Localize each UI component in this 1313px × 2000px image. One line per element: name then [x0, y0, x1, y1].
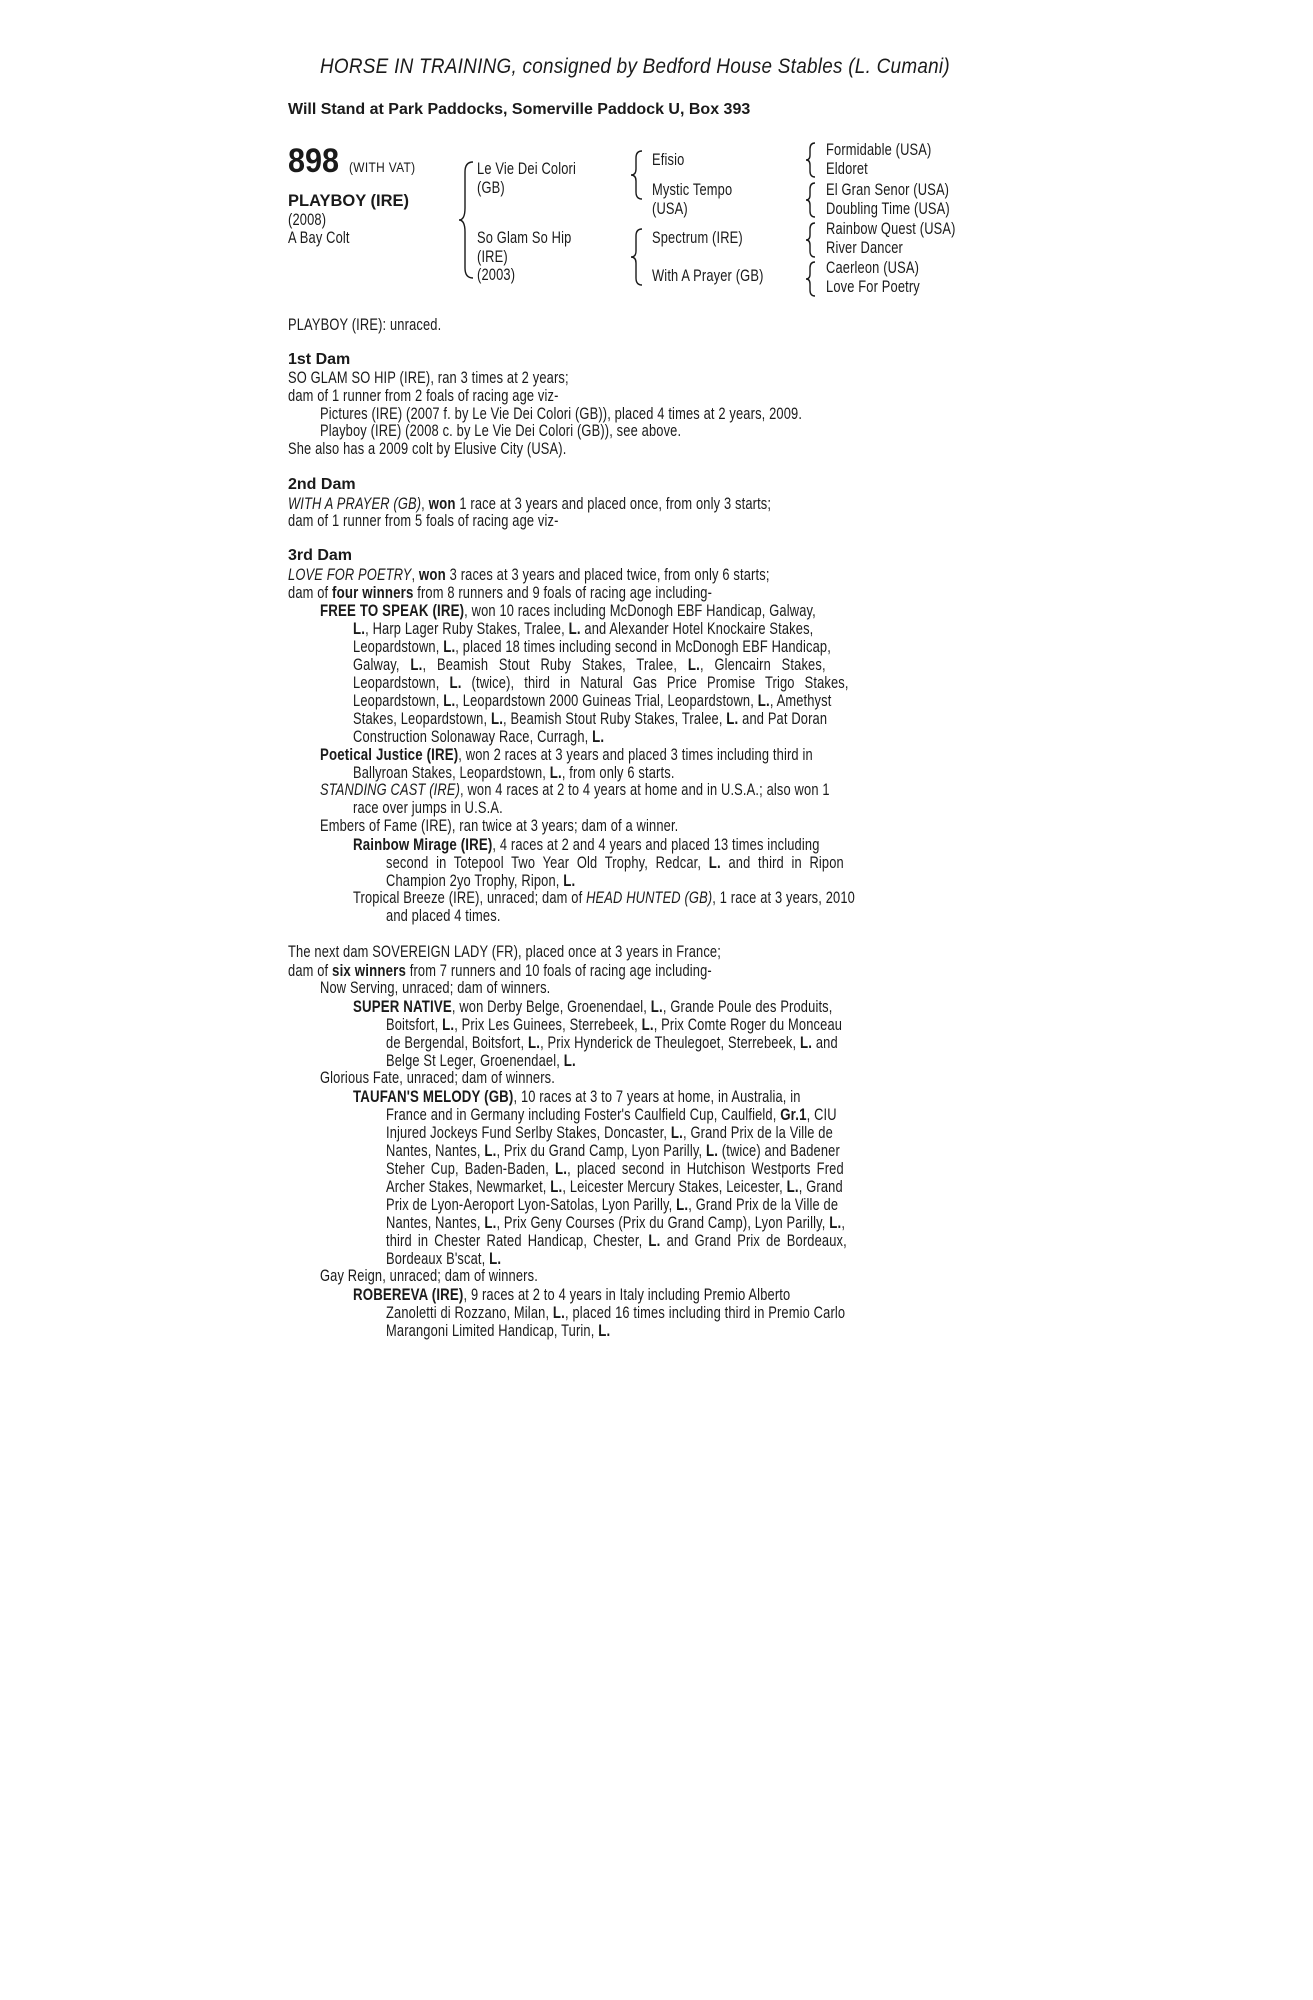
first-dam-line: Pictures (IRE) (2007 f. by Le Vie Dei Colori (GB)), placed 4 times at 2 years, 2009. — [320, 405, 803, 423]
ancestor-5: Rainbow Quest (USA) — [826, 220, 956, 238]
horse-name: PLAYBOY (IRE) — [288, 192, 410, 210]
produce-entry-line: Embers of Fame (IRE), ran twice at 3 years; dam of a winner. — [320, 817, 679, 835]
pedigree-brace-1 — [455, 158, 477, 282]
first-dam-line: dam of 1 runner from 2 foals of racing age viz- — [288, 387, 559, 405]
produce-entry-line: TAUFAN'S MELODY (GB), 10 races at 3 to 7 years at home, in Australia, in — [353, 1087, 801, 1106]
ancestor-6: River Dancer — [826, 239, 903, 257]
produce-entry-line: SUPER NATIVE, won Derby Belge, Groenendael, L., Grande Poule des Produits, — [353, 997, 833, 1016]
produce-entry-line: Prix de Lyon-Aeroport Lyon-Satolas, Lyon Parilly, L., Grand Prix de la Ville de — [386, 1195, 839, 1214]
second-dam-line: WITH A PRAYER (GB), won 1 race at 3 years and placed once, from only 3 starts; — [288, 494, 772, 513]
produce-entry-line: Tropical Breeze (IRE), unraced; dam of HEAD HUNTED (GB), 1 race at 3 years, 2010 — [353, 889, 855, 907]
first-dam-line: Playboy (IRE) (2008 c. by Le Vie Dei Colori (GB)), see above. — [320, 422, 682, 440]
pedigree-brace-5 — [804, 180, 818, 220]
produce-entry-line: Boitsfort, L., Prix Les Guinees, Sterrebeek, L., Prix Comte Roger du Monceau — [386, 1015, 843, 1034]
produce-entry-line: L., Harp Lager Ruby Stakes, Tralee, L. and Alexander Hotel Knockaire Stakes, — [353, 619, 814, 638]
next-dam-line: The next dam SOVEREIGN LADY (FR), placed once at 3 years in France; — [288, 943, 721, 961]
pedigree-brace-7 — [804, 259, 818, 299]
stand-location: Will Stand at Park Paddocks, Somerville Paddock U, Box 393 — [288, 101, 751, 118]
produce-entry-line: Nantes, Nantes, L., Prix Geny Courses (Prix du Grand Camp), Lyon Parilly, L., — [386, 1213, 846, 1232]
produce-entry-line: Gay Reign, unraced; dam of winners. — [320, 1267, 538, 1285]
produce-entry-line: Injured Jockeys Fund Serlby Stakes, Doncaster, L., Grand Prix de la Ville de — [386, 1123, 833, 1142]
sire-dam-line-1: Mystic Tempo — [652, 181, 733, 199]
sire-line-1: Le Vie Dei Colori — [477, 160, 576, 178]
second-dam-heading: 2nd Dam — [288, 476, 356, 493]
produce-entry-line: France and in Germany including Foster's Caulfield Cup, Caulfield, Gr.1, CIU — [386, 1105, 837, 1124]
produce-entry-line: Stakes, Leopardstown, L., Beamish Stout Ruby Stakes, Tralee, L. and Pat Doran — [353, 709, 828, 728]
ancestor-3: El Gran Senor (USA) — [826, 181, 950, 199]
first-dam-line: SO GLAM SO HIP (IRE), ran 3 times at 2 years; — [288, 369, 569, 387]
produce-entry-line: Rainbow Mirage (IRE), 4 races at 2 and 4 years and placed 13 times including — [353, 835, 820, 854]
vat-note: (WITH VAT) — [349, 159, 416, 175]
horse-description: A Bay Colt — [288, 229, 350, 247]
produce-entry-line: Bordeaux B'scat, L. — [386, 1249, 502, 1268]
ancestor-2: Eldoret — [826, 160, 868, 178]
produce-entry-line: Poetical Justice (IRE), won 2 races at 3 years and placed 3 times including third in — [320, 745, 813, 764]
ancestor-4: Doubling Time (USA) — [826, 200, 950, 218]
produce-entry-line: Construction Solonaway Race, Curragh, L. — [353, 727, 605, 746]
dam-sire: Spectrum (IRE) — [652, 229, 743, 247]
ancestor-7: Caerleon (USA) — [826, 259, 920, 277]
second-dam-line: dam of 1 runner from 5 foals of racing age viz- — [288, 512, 559, 530]
produce-entry-line: ROBEREVA (IRE), 9 races at 2 to 4 years in Italy including Premio Alberto — [353, 1285, 791, 1304]
produce-entry-line: and placed 4 times. — [386, 907, 501, 925]
produce-entry-line: Ballyroan Stakes, Leopardstown, L., from only 6 starts. — [353, 763, 675, 782]
produce-entry-line: third in Chester Rated Handicap, Chester, L. and Grand Prix de Bordeaux, — [386, 1231, 847, 1250]
ancestor-8: Love For Poetry — [826, 278, 920, 296]
produce-entry-line: Steher Cup, Baden-Baden, L., placed second in Hutchison Westports Fred — [386, 1159, 844, 1178]
lot-number: 898 — [288, 142, 340, 180]
produce-entry-line: Zanoletti di Rozzano, Milan, L., placed 16 times including third in Premio Carlo — [386, 1303, 846, 1322]
foal-year: (2008) — [288, 211, 327, 229]
produce-entry-line: Archer Stakes, Newmarket, L., Leicester Mercury Stakes, Leicester, L., Grand — [386, 1177, 843, 1196]
dam-line-2: (IRE) — [477, 248, 508, 266]
sire-dam-line-2: (USA) — [652, 200, 688, 218]
third-dam-heading: 3rd Dam — [288, 547, 353, 564]
next-dam-line: dam of six winners from 7 runners and 10 foals of racing age including- — [288, 961, 712, 980]
produce-entry-line: Belge St Leger, Groenendael, L. — [386, 1051, 576, 1070]
produce-entry-line: STANDING CAST (IRE), won 4 races at 2 to 4 years at home and in U.S.A.; also won 1 — [320, 781, 830, 799]
produce-entry-line: Now Serving, unraced; dam of winners. — [320, 979, 551, 997]
first-dam-line: She also has a 2009 colt by Elusive City (USA). — [288, 440, 567, 458]
page-header: HORSE IN TRAINING, consigned by Bedford House Stables (L. Cumani) — [320, 55, 950, 78]
dam-line-3: (2003) — [477, 266, 516, 284]
produce-entry-line: Leopardstown, L., placed 18 times including second in McDonogh EBF Handicap, — [353, 637, 831, 656]
produce-entry-line: FREE TO SPEAK (IRE), won 10 races including McDonogh EBF Handicap, Galway, — [320, 601, 816, 620]
produce-entry-line: Nantes, Nantes, L., Prix du Grand Camp, Lyon Parilly, L. (twice) and Badener — [386, 1141, 840, 1160]
race-record: PLAYBOY (IRE): unraced. — [288, 316, 442, 334]
produce-entry-line: Leopardstown, L. (twice), third in Natural Gas Price Promise Trigo Stakes, — [353, 673, 849, 692]
first-dam-heading: 1st Dam — [288, 351, 351, 368]
dam-dam: With A Prayer (GB) — [652, 267, 764, 285]
ancestor-1: Formidable (USA) — [826, 141, 932, 159]
produce-entry-line: Glorious Fate, unraced; dam of winners. — [320, 1069, 555, 1087]
produce-entry-line: race over jumps in U.S.A. — [353, 799, 503, 817]
produce-entry-line: Champion 2yo Trophy, Ripon, L. — [386, 871, 576, 890]
produce-entry-line: second in Totepool Two Year Old Trophy, Redcar, L. and third in Ripon — [386, 853, 844, 872]
sire-line-2: (GB) — [477, 179, 505, 197]
produce-entry-line: Marangoni Limited Handicap, Turin, L. — [386, 1321, 611, 1340]
pedigree-brace-3 — [628, 226, 646, 288]
pedigree-brace-4 — [804, 140, 818, 180]
produce-entry-line: Leopardstown, L., Leopardstown 2000 Guineas Trial, Leopardstown, L., Amethyst — [353, 691, 832, 710]
third-dam-line: dam of four winners from 8 runners and 9 foals of racing age including- — [288, 583, 713, 602]
pedigree-brace-6 — [804, 220, 818, 260]
sire-sire: Efisio — [652, 151, 685, 169]
third-dam-line: LOVE FOR POETRY, won 3 races at 3 years and placed twice, from only 6 starts; — [288, 565, 770, 584]
produce-entry-line: de Bergendal, Boitsfort, L., Prix Hynderick de Theulegoet, Sterrebeek, L. and — [386, 1033, 838, 1052]
produce-entry-line: Galway, L., Beamish Stout Ruby Stakes, Tralee, L., Glencairn Stakes, — [353, 655, 826, 674]
pedigree-brace-2 — [628, 148, 646, 202]
dam-line-1: So Glam So Hip — [477, 229, 572, 247]
